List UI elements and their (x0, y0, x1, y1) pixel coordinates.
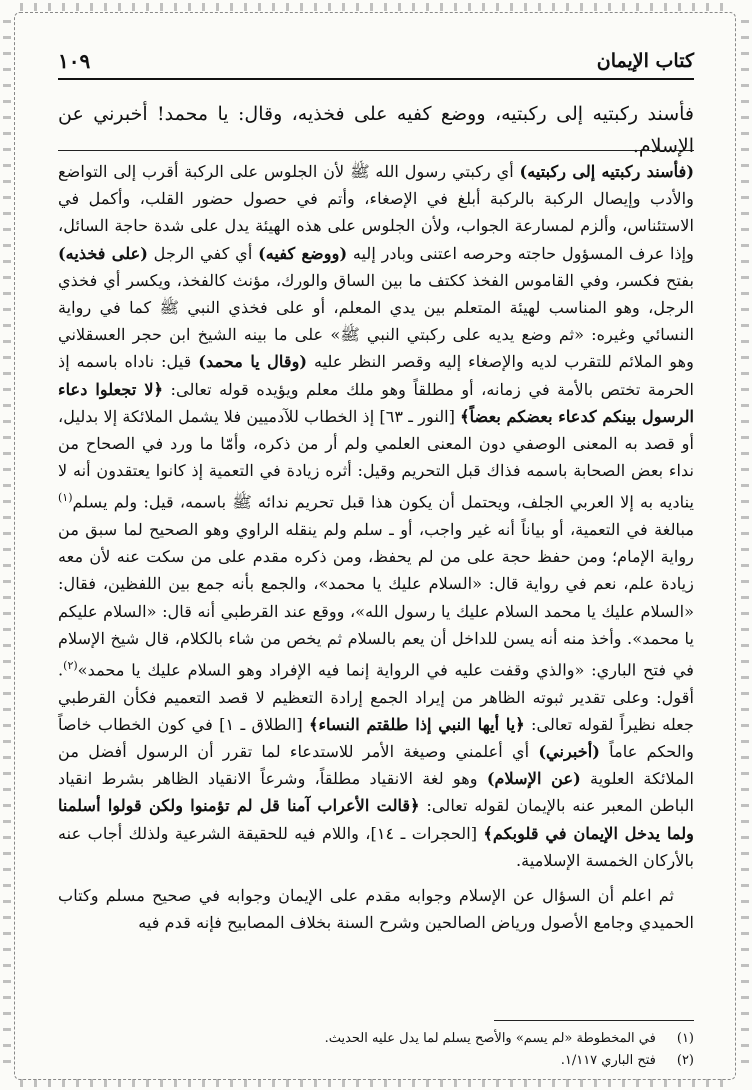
commentary-paragraph (58, 158, 694, 874)
page-border-ornament (3, 20, 11, 1070)
commentary-paragraph: ثم اعلم أن السؤال عن الإسلام وجوابه مقدم على الإيمان وجوابه في صحيح مسلم وكتاب الحميدي وجامع الأصول ورياض الصالحين وشرح السنة بخلاف المصابيح فإنه قدم فيه (58, 886, 694, 933)
bold-phrase: (أخبرني) (538, 742, 600, 762)
bold-phrase: (على فخذيه) (58, 243, 148, 263)
bold-phrase: ﴿قالت الأعراب آمنا قل لم تؤمنوا ولكن قولوا أسلمنا ولما يدخل الإيمان في قلوبكم﴾ (58, 796, 694, 843)
footnote (58, 1028, 694, 1050)
bold-phrase: (وقال يا محمد) (198, 352, 308, 372)
footnote-marker: (١) (676, 1031, 694, 1046)
page-border-ornament (741, 20, 749, 1070)
footnote-text: في المخطوطة «لم يسم» والأصح يسلم لما يدل عليه الحديث. (324, 1031, 656, 1046)
page-number: ١٠٩ (58, 49, 91, 73)
page-header (58, 44, 694, 80)
footnote-reference: (١) (58, 491, 73, 505)
hadith-text: فأسند ركبتيه إلى ركبتيه، ووضع كفيه على فخذيه، وقال: يا محمد! أخبرني عن الإسلام. (58, 103, 694, 157)
commentary-text: [الحجرات ـ ١٤]، واللام فيه للحقيقة الشرعية ولذلك أجاب عنه بالأركان الخمسة الإسلامية. (58, 823, 694, 870)
footnote (58, 1050, 694, 1072)
commentary-text: بفتح فكسر، وفي القاموس الفخذ ككتف ما بين الساق والورك، مؤنث كالفخذ، ويكسر أي فخذي الرجل، وهو المناسب لهيئة المتعلم بين يدي المعلم، أو على فخذي النبي ﷺ كما في رواية النسائي وغيره: «ثم وضع يديه على ركبتي النبي ﷺ» على ما بينه الشيخ ابن حجر العسقلاني وهو الملائم للتقرب لديه والإصغاء إليه وقصر النظر عليه (58, 270, 694, 372)
bold-phrase: (عن الإسلام) (486, 769, 581, 789)
page-border-ornament (20, 3, 732, 11)
footnote-divider (494, 1020, 694, 1021)
bold-phrase: (ووضع كفيه) (258, 243, 348, 263)
footnote-text: فتح الباري ١/١١٧. (560, 1053, 656, 1068)
bold-phrase: (فأسند ركبتيه إلى ركبتيه) (519, 162, 694, 181)
footnote-marker: (٢) (676, 1053, 694, 1068)
footnotes (58, 1028, 694, 1072)
bold-phrase: ﴿لا تجعلوا دعاء الرسول بينكم كدعاء بعضكم بعضاً﴾ (58, 379, 694, 426)
footnote-reference: (٢) (63, 659, 78, 673)
page-border-ornament (20, 1079, 732, 1087)
commentary-text: [الطلاق ـ ١] في كون الخطاب خاصاً والحكم عاماً (58, 714, 694, 762)
commentary-text: قيل: ناداه باسمه إذ الحرمة تختص بالأمة في زمانه، أو مطلقاً وهو ملك معلم ويؤيده قوله تعالى: (58, 352, 694, 399)
commentary (58, 158, 694, 942)
commentary-text: أي ركبتي رسول الله ﷺ لأن الجلوس على الركبة أقرب إلى التواضع والأدب وإيصال الركبة بالركبة أبلغ في الإصغاء، وأتم في حصول حضور القلب، وأكمل في الاستئناس، وألزم لمسارعة الجواب، ولأن الجلوس على هذه الهيئة يدل على شدة حاجة السائل، وإذا عرف المسؤول حاجته وحرصه اعتنى وبادر إليه (58, 162, 694, 263)
commentary-text: [النور ـ ٦٣] إذ الخطاب للآدميين فلا يشمل الملائكة إلا بدليل، أو قصد به المعنى الوصفي دون المعنى العلمي ولم أر من ذكره، وأمّا ما ورد في الصحاح من نداء بعض الصحابة باسمه فذاك قبل التحريم وقيل: أثره زيادة في التعمية إذ كانوا يعتقدون أنه لا يناديه به إلا العربي الجلف، ويحتمل أن يكون هذا قبل تحريم ندائه ﷺ باسمه، قيل: ولم يسلم (58, 406, 694, 512)
commentary-text: . أقول: وعلى تقدير ثبوته الظاهر من إيراد الجمع إرادة التعظيم لا قصد التعميم فكأن القرطبي جعله نظيراً لقوله تعالى: (58, 660, 695, 734)
section-divider (58, 150, 694, 151)
commentary-text: مبالغة في التعمية، أو بياناً أنه غير واجب، أو ـ سلم ولم ينقله الراوي وهو الصحيح لما سبق من رواية الإمام؛ ومن حفظ حجة على من لم يحفظ، ومن ذكره مقدم على من سكت عنه لأن معه زيادة علم، نعم في رواية قال: «السلام عليك يا محمد»، والجمع بأنه جمع بين اللفظين، فقال: «السلام عليك يا محمد السلام عليك يا رسول الله»، ووقع عند القرطبي أنه قال: «السلام عليكم يا محمد». وأخذ منه أنه يسن للداخل أن يعم بالسلام ثم يخص من شاء بالكلام، قال شيخ الإسلام في فتح الباري: «والذي وقفت عليه في الرواية إنما فيه الإفراد وهو السلام عليك يا محمد» (58, 520, 694, 680)
commentary-text: وهو لغة الانقياد مطلقاً، وشرعاً الانقياد الظاهر بشرط انقياد الباطن المعبر عنه بالإيمان لقوله تعالى: (58, 769, 694, 816)
commentary-text: أي كفي الرجل (147, 243, 259, 263)
running-title: كتاب الإيمان (596, 50, 694, 72)
commentary-text: أي أعلمني وصيغة الأمر للاستدعاء لما تقرر أن الرسول أفضل من الملائكة العلوية (58, 742, 694, 789)
bold-phrase: ﴿يا أيها النبي إذا طلقتم النساء﴾ (308, 714, 525, 734)
